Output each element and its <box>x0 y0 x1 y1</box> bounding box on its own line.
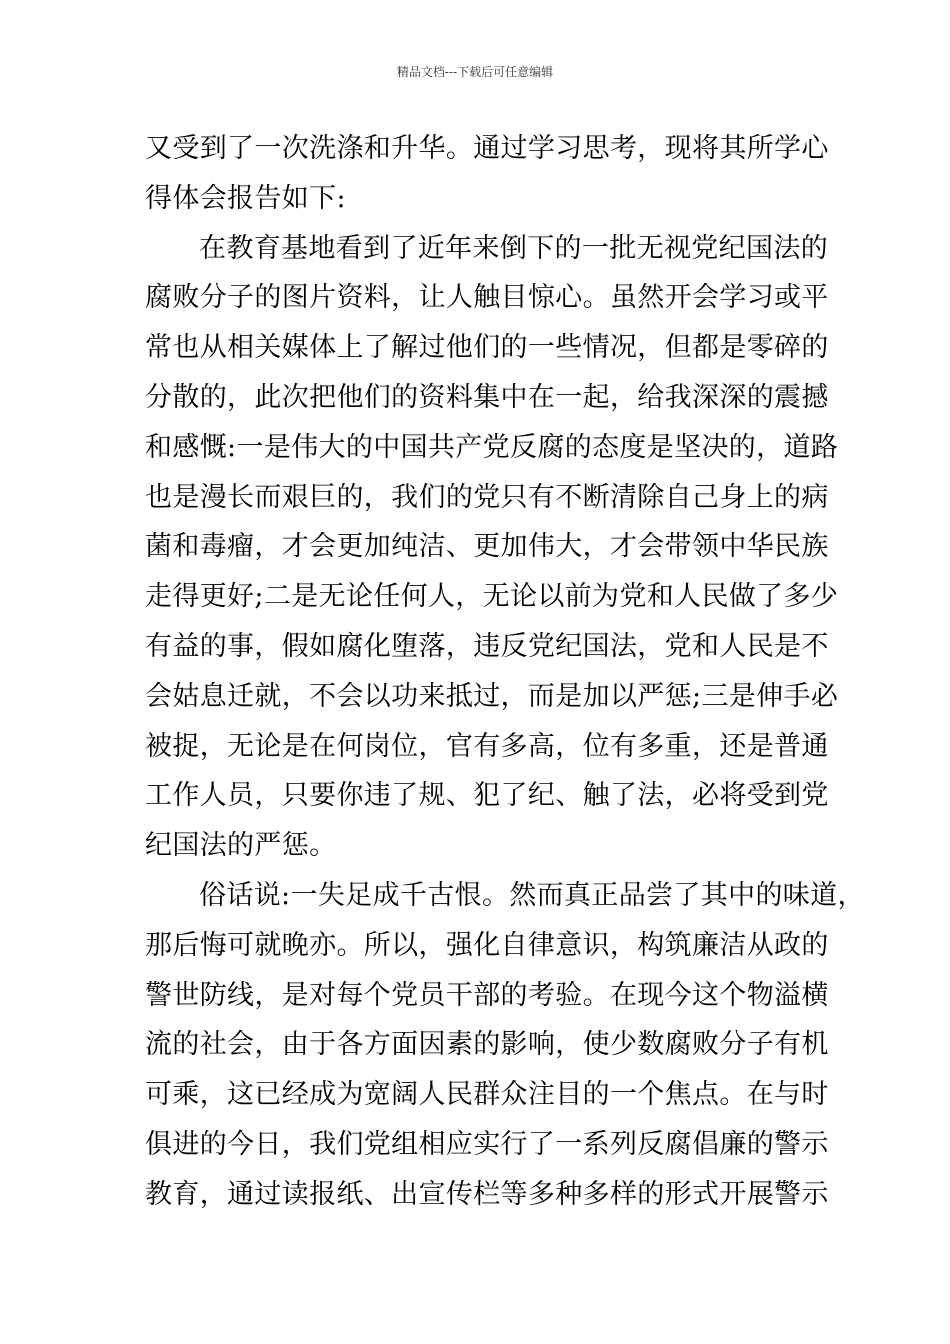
text-line: 教育，通过读报纸、出宣传栏等多种多样的形式开展警示 <box>145 1178 829 1210</box>
text-line: 俱进的今日，我们党组相应实行了一系列反腐倡廉的警示 <box>145 1128 829 1160</box>
text-line: 工作人员，只要你违了规、犯了纪、触了法，必将受到党 <box>145 780 829 812</box>
text-line: 警世防线，是对每个党员干部的考验。在现今这个物溢横 <box>145 979 829 1011</box>
text-line: 和感慨:一是伟大的中国共产党反腐的态度是坚决的，道路 <box>145 431 839 463</box>
text-line: 可乘，这已经成为宽阔人民群众注目的一个焦点。在与时 <box>145 1079 829 1111</box>
text-line: 在教育基地看到了近年来倒下的一批无视党纪国法的 <box>199 232 829 264</box>
text-line: 会姑息迁就，不会以功来抵过，而是加以严惩;三是伸手必 <box>145 680 839 712</box>
text-line: 那后悔可就晚亦。所以，强化自律意识，构筑廉洁从政的 <box>145 929 829 961</box>
text-line: 走得更好;二是无论任何人，无论以前为党和人民做了多少 <box>145 581 839 613</box>
text-line: 得体会报告如下: <box>145 182 346 214</box>
text-line: 被捉，无论是在何岗位，官有多高，位有多重，还是普通 <box>145 730 829 762</box>
text-line: 又受到了一次洗涤和升华。通过学习思考，现将其所学心 <box>145 133 829 164</box>
text-line: 常也从相关媒体上了解过他们的一些情况，但都是零碎的 <box>145 332 829 364</box>
text-line: 菌和毒瘤，才会更加纯洁、更加伟大，才会带领中华民族 <box>145 531 829 563</box>
text-line: 分散的，此次把他们的资料集中在一起，给我深深的震撼 <box>145 381 829 413</box>
text-line: 俗话说:一失足成千古恨。然而真正品尝了其中的味道， <box>199 879 865 911</box>
text-line: 也是漫长而艰巨的，我们的党只有不断清除自己身上的病 <box>145 481 829 513</box>
text-line: 腐败分子的图片资料，让人触目惊心。虽然开会学习或平 <box>145 282 829 314</box>
text-line: 纪国法的严惩。 <box>145 830 337 862</box>
text-line: 有益的事，假如腐化堕落，违反党纪国法，党和人民是不 <box>145 630 829 662</box>
page-header: 精品文档---下载后可任意编辑 <box>396 65 554 79</box>
text-line: 流的社会，由于各方面因素的影响，使少数腐败分子有机 <box>145 1029 829 1061</box>
document-body <box>145 124 865 1220</box>
